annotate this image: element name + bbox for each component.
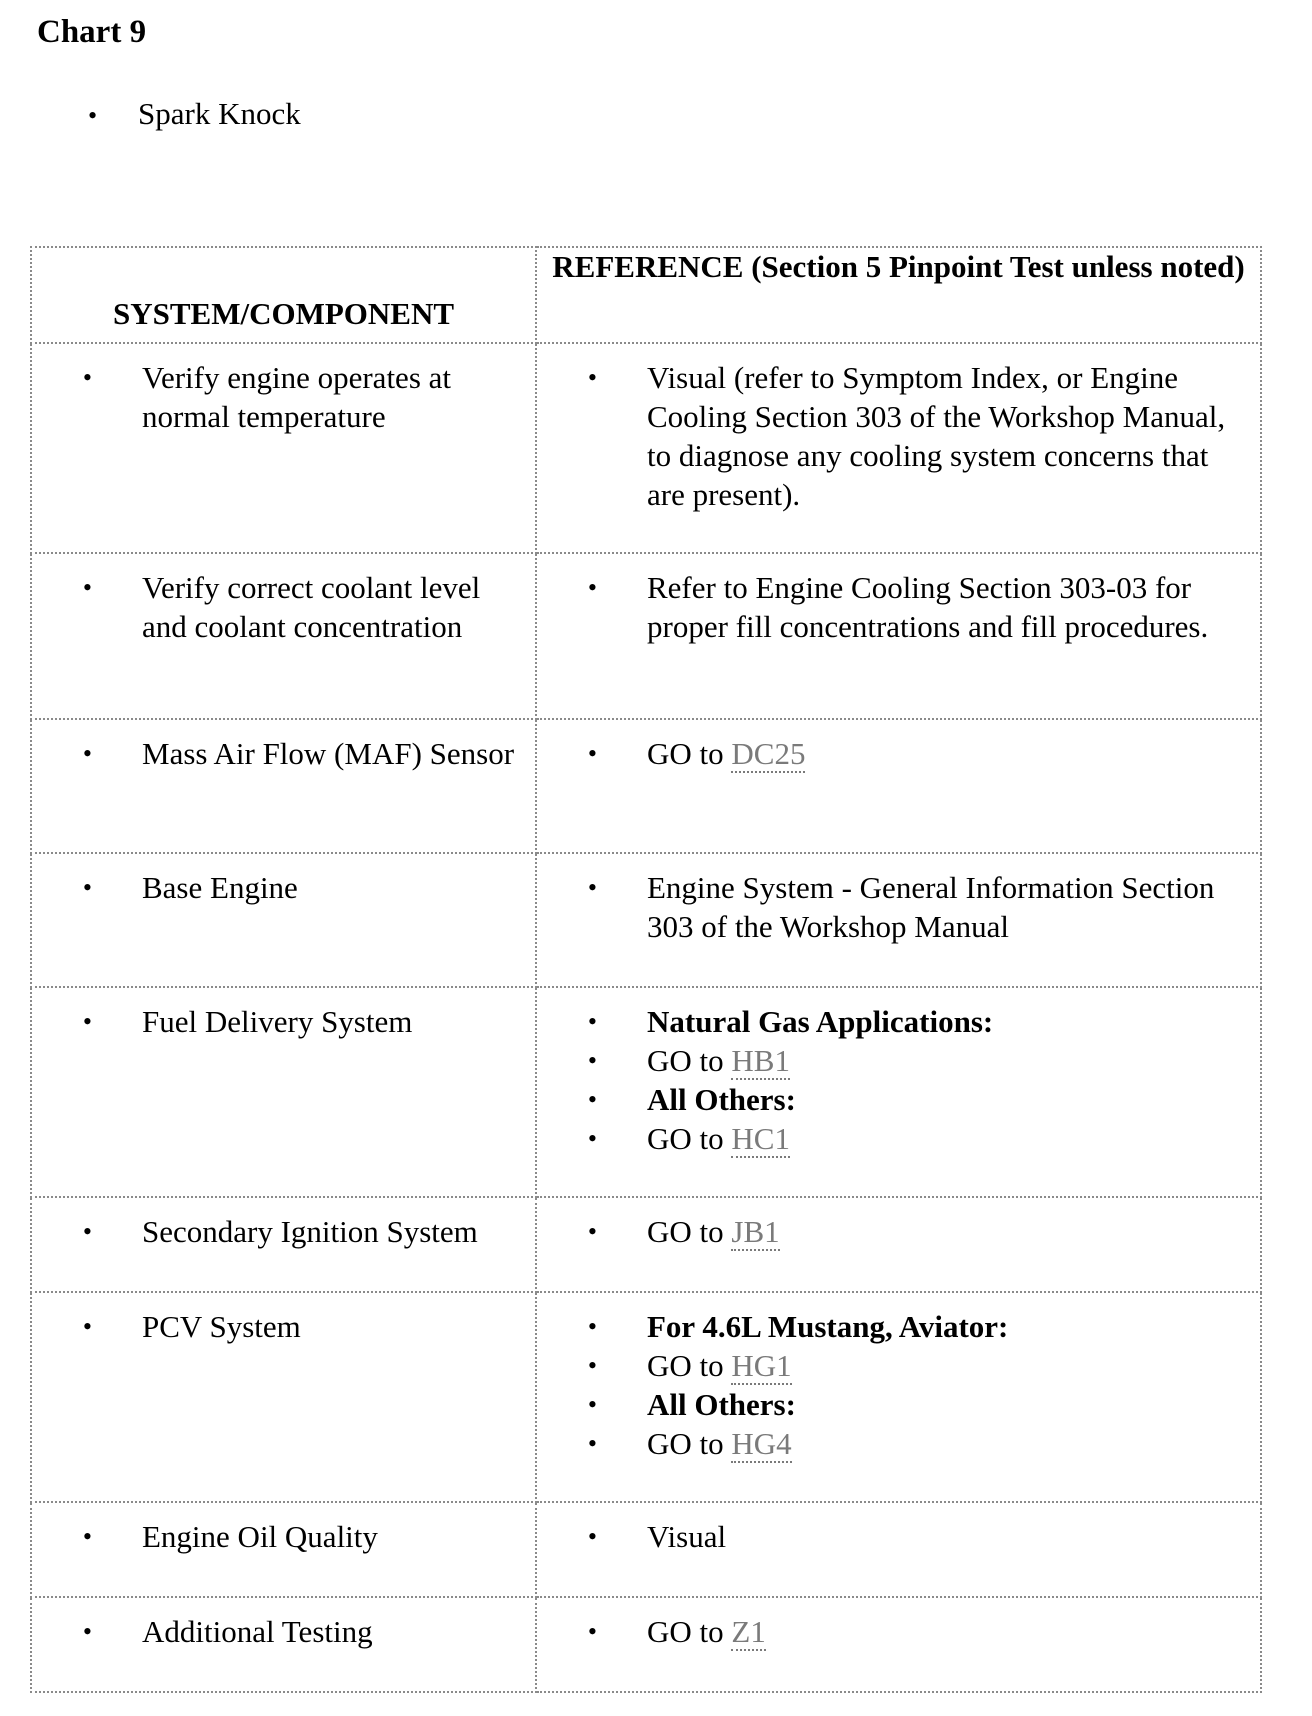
- pinpoint-test-link[interactable]: JB1: [731, 1214, 780, 1249]
- bullet-icon: [537, 1212, 647, 1251]
- system-component-text: Secondary Ignition System: [142, 1214, 478, 1249]
- system-cell: [31, 853, 536, 987]
- pinpoint-test-link[interactable]: Z1: [731, 1614, 766, 1649]
- list-item: [537, 734, 1250, 773]
- table-header-row: [31, 247, 1261, 343]
- bullet-icon: [32, 1307, 142, 1346]
- bullet-icon: [32, 1612, 142, 1651]
- reference-text: Visual: [647, 1519, 727, 1554]
- bullet-icon: [537, 358, 647, 514]
- pinpoint-test-link[interactable]: DC25: [731, 736, 806, 771]
- bullet-icon: [537, 1612, 647, 1651]
- system-cell: [31, 719, 536, 853]
- table-row: [31, 987, 1261, 1197]
- list-item: [537, 868, 1250, 946]
- bullet-icon: [537, 1424, 647, 1463]
- system-component-text: Additional Testing: [142, 1614, 373, 1649]
- system-cell: [31, 987, 536, 1197]
- bullet-icon: [537, 1119, 647, 1158]
- bullet-icon: [537, 1385, 647, 1424]
- system-component-text: Base Engine: [142, 870, 298, 905]
- reference-text: Engine System - General Information Section 303 of the Workshop Manual: [647, 870, 1215, 944]
- bullet-icon: [537, 1346, 647, 1385]
- system-cell: [31, 1292, 536, 1502]
- system-component-text: Fuel Delivery System: [142, 1004, 413, 1039]
- bullet-icon: [32, 568, 142, 646]
- reference-cell: [536, 343, 1261, 553]
- bullet-icon: [32, 1212, 142, 1251]
- reference-cell: [536, 1292, 1261, 1502]
- system-component-text: Verify correct coolant level and coolant concentration: [142, 570, 481, 644]
- system-component-text: Mass Air Flow (MAF) Sensor: [142, 736, 515, 771]
- table-row: [31, 553, 1261, 719]
- bullet-icon: [32, 1002, 142, 1041]
- bullet-icon: [32, 868, 142, 907]
- table-row: [31, 343, 1261, 553]
- bullet-icon: [537, 1080, 647, 1119]
- list-item: [32, 568, 525, 646]
- diagnostic-table: [30, 246, 1262, 1693]
- system-cell: [31, 553, 536, 719]
- reference-text: All Others:: [647, 1082, 796, 1117]
- reference-cell: [536, 853, 1261, 987]
- list-item: [537, 358, 1250, 514]
- list-item: [537, 568, 1250, 646]
- reference-text: GO to JB1: [647, 1214, 780, 1249]
- list-item: [537, 1612, 1250, 1651]
- pinpoint-test-link[interactable]: HG1: [731, 1348, 792, 1383]
- bullet-icon: [32, 358, 142, 436]
- list-item: [537, 1385, 1250, 1424]
- list-item: [32, 868, 525, 907]
- system-component-text: Engine Oil Quality: [142, 1519, 378, 1554]
- system-component-text: PCV System: [142, 1309, 301, 1344]
- system-cell: [31, 1597, 536, 1692]
- list-item: [537, 1212, 1250, 1251]
- bullet-icon: [537, 1002, 647, 1041]
- reference-text: GO to Z1: [647, 1614, 766, 1649]
- reference-text: Natural Gas Applications:: [647, 1004, 994, 1039]
- reference-cell: [536, 1502, 1261, 1597]
- list-item: [537, 1080, 1250, 1119]
- chart-title: Chart 9: [37, 14, 147, 50]
- reference-text: GO to HC1: [647, 1121, 790, 1156]
- pinpoint-test-link[interactable]: HC1: [731, 1121, 790, 1156]
- system-component-text: Verify engine operates at normal temperature: [142, 360, 452, 434]
- list-item: [32, 734, 525, 773]
- list-item: [32, 1612, 525, 1651]
- list-item: [537, 1424, 1250, 1463]
- reference-text: For 4.6L Mustang, Aviator:: [647, 1309, 1009, 1344]
- list-item: [32, 1212, 525, 1251]
- system-cell: [31, 343, 536, 553]
- pinpoint-test-link[interactable]: HG4: [731, 1426, 792, 1461]
- reference-cell: [536, 987, 1261, 1197]
- list-item: [537, 1517, 1250, 1556]
- bullet-icon: [537, 868, 647, 946]
- header-reference: REFERENCE (Section 5 Pinpoint Test unless noted): [536, 247, 1261, 343]
- bullet-icon: [32, 734, 142, 773]
- list-item: [32, 358, 525, 436]
- pinpoint-test-link[interactable]: HB1: [731, 1043, 790, 1078]
- list-item: [537, 1307, 1250, 1346]
- list-item: [537, 1119, 1250, 1158]
- reference-text: Visual (refer to Symptom Index, or Engine Cooling Section 303 of the Workshop Manual, to diagnose any cooling system concerns that are present).: [647, 360, 1226, 512]
- system-cell: [31, 1197, 536, 1292]
- reference-cell: [536, 1197, 1261, 1292]
- reference-cell: [536, 553, 1261, 719]
- reference-text: GO to DC25: [647, 736, 806, 771]
- table-row: [31, 719, 1261, 853]
- bullet-icon: [537, 568, 647, 646]
- table-row: [31, 1197, 1261, 1292]
- bullet-icon: [537, 1307, 647, 1346]
- bullet-icon: [32, 1517, 142, 1556]
- header-system-component: SYSTEM/COMPONENT: [31, 247, 536, 343]
- reference-text: Refer to Engine Cooling Section 303-03 for proper fill concentrations and fill procedures.: [647, 570, 1209, 644]
- reference-cell: [536, 719, 1261, 853]
- list-item: [537, 1041, 1250, 1080]
- reference-text: All Others:: [647, 1387, 796, 1422]
- table-row: [31, 1597, 1261, 1692]
- table-row: [31, 1502, 1261, 1597]
- list-item: [537, 1346, 1250, 1385]
- symptom-item: [88, 96, 301, 132]
- reference-cell: [536, 1597, 1261, 1692]
- reference-text: GO to HG1: [647, 1348, 792, 1383]
- bullet-icon: [537, 1041, 647, 1080]
- bullet-icon: [537, 734, 647, 773]
- symptom-label: Spark Knock: [138, 96, 301, 131]
- table-row: [31, 1292, 1261, 1502]
- list-item: [32, 1002, 525, 1041]
- reference-text: GO to HG4: [647, 1426, 792, 1461]
- list-item: [32, 1307, 525, 1346]
- reference-text: GO to HB1: [647, 1043, 790, 1078]
- list-item: [537, 1002, 1250, 1041]
- bullet-icon: [537, 1517, 647, 1556]
- table-row: [31, 853, 1261, 987]
- list-item: [32, 1517, 525, 1556]
- system-cell: [31, 1502, 536, 1597]
- bullet-icon: •: [88, 101, 98, 130]
